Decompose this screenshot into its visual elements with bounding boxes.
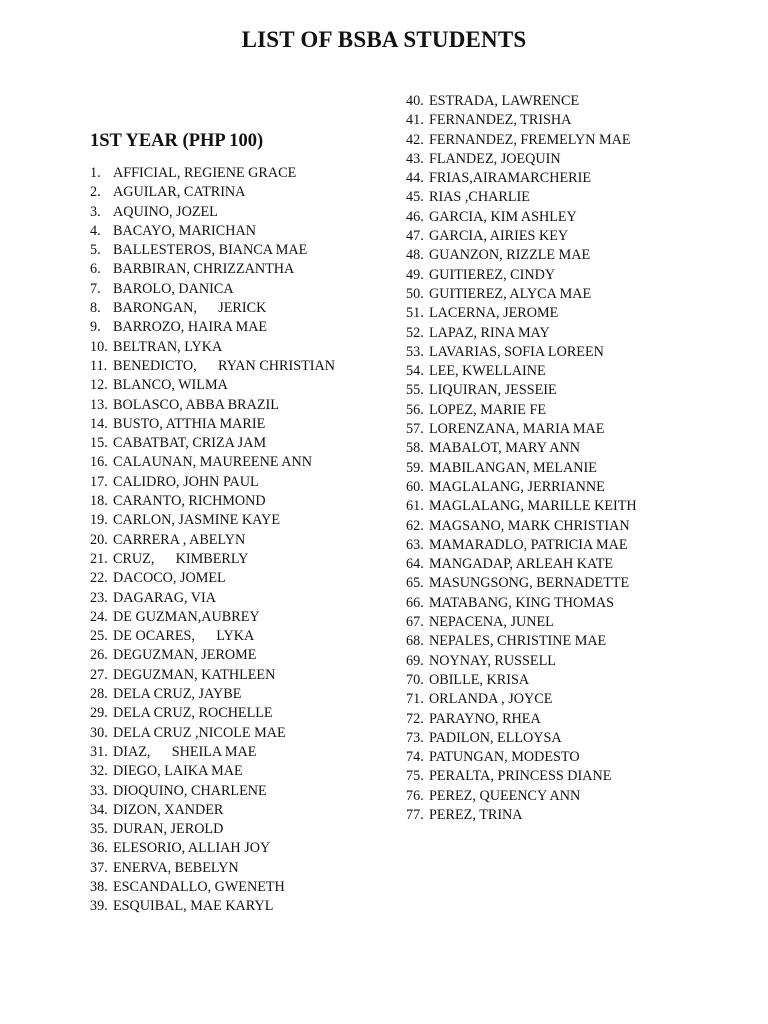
student-name: DACOCO, JOMEL bbox=[113, 570, 226, 587]
student-list-item bbox=[90, 820, 335, 839]
student-list-item bbox=[90, 608, 335, 627]
student-number: 14. bbox=[90, 415, 108, 432]
student-number: 15. bbox=[90, 435, 108, 452]
student-list-item bbox=[406, 188, 637, 207]
student-number: 36. bbox=[90, 840, 108, 857]
student-name: GUANZON, RIZZLE MAE bbox=[429, 247, 591, 264]
student-list-item bbox=[90, 434, 335, 453]
student-number: 49. bbox=[406, 266, 424, 283]
student-name: MAMARADLO, PATRICIA MAE bbox=[429, 536, 628, 553]
student-number: 68. bbox=[406, 633, 424, 650]
student-number: 45. bbox=[406, 189, 424, 206]
student-name: BALLESTEROS, BIANCA MAE bbox=[113, 242, 308, 259]
student-number: 65. bbox=[406, 575, 424, 592]
student-list-item bbox=[90, 762, 335, 781]
student-number: 40. bbox=[406, 93, 424, 109]
student-number: 61. bbox=[406, 498, 424, 515]
student-number: 11. bbox=[90, 357, 108, 374]
student-name: PADILON, ELLOYSA bbox=[429, 729, 562, 746]
student-list-item bbox=[90, 511, 335, 530]
student-list-item bbox=[90, 859, 335, 878]
student-list-item bbox=[90, 743, 335, 762]
student-name: DEGUZMAN, KATHLEEN bbox=[113, 666, 276, 683]
student-list-item bbox=[90, 222, 335, 241]
student-number: 42. bbox=[406, 131, 424, 148]
student-list-item bbox=[90, 704, 335, 723]
student-list-item bbox=[406, 478, 637, 497]
student-name: PARAYNO, RHEA bbox=[429, 710, 541, 727]
student-name: ESQUIBAL, MAE KARYL bbox=[113, 898, 274, 915]
student-list-item bbox=[406, 246, 637, 265]
student-number: 54. bbox=[406, 363, 424, 380]
student-list-item bbox=[90, 203, 335, 222]
student-list-item bbox=[406, 266, 637, 285]
student-list-item bbox=[406, 497, 637, 516]
student-number: 1. bbox=[90, 165, 101, 181]
student-list-item bbox=[406, 324, 637, 343]
student-list-item bbox=[90, 164, 335, 183]
student-number: 71. bbox=[406, 691, 424, 708]
student-name: AQUINO, JOZEL bbox=[113, 203, 218, 220]
student-number: 77. bbox=[406, 806, 424, 823]
student-list-item bbox=[406, 131, 637, 150]
student-number: 4. bbox=[90, 222, 101, 239]
student-name: DELA CRUZ, ROCHELLE bbox=[113, 705, 273, 722]
student-list-item bbox=[90, 357, 335, 376]
student-number: 21. bbox=[90, 550, 108, 567]
student-number: 22. bbox=[90, 570, 108, 587]
student-list-item bbox=[406, 632, 637, 651]
student-name: BLANCO, WILMA bbox=[113, 377, 228, 394]
student-name: GUITIEREZ, ALYCA MAE bbox=[429, 285, 592, 302]
student-name: DE OCARES, LYKA bbox=[113, 628, 255, 645]
student-list-item bbox=[90, 299, 335, 318]
student-number: 3. bbox=[90, 203, 101, 220]
student-name: DIOQUINO, CHARLENE bbox=[113, 782, 267, 799]
student-name: FERNANDEZ, TRISHA bbox=[429, 112, 572, 129]
student-number: 5. bbox=[90, 242, 101, 259]
student-number: 8. bbox=[90, 300, 101, 317]
student-list-item bbox=[406, 92, 637, 111]
student-list-item bbox=[406, 381, 637, 400]
student-name: CARANTO, RICHMOND bbox=[113, 493, 266, 510]
student-name: FLANDEZ, JOEQUIN bbox=[429, 150, 561, 167]
student-name: DIEGO, LAIKA MAE bbox=[113, 763, 243, 780]
student-number: 63. bbox=[406, 536, 424, 553]
student-number: 64. bbox=[406, 556, 424, 573]
student-list-item bbox=[90, 666, 335, 685]
student-name: ESCANDALLO, GWENETH bbox=[113, 878, 285, 895]
student-number: 51. bbox=[406, 305, 424, 322]
student-name: GARCIA, KIM ASHLEY bbox=[429, 208, 577, 225]
student-name: DIAZ, SHEILA MAE bbox=[113, 743, 257, 760]
student-name: MASUNGSONG, BERNADETTE bbox=[429, 575, 630, 592]
student-name: DEGUZMAN, JEROME bbox=[113, 647, 257, 664]
student-number: 58. bbox=[406, 440, 424, 457]
student-number: 27. bbox=[90, 666, 108, 683]
student-list-item bbox=[90, 492, 335, 511]
student-name: MABALOT, MARY ANN bbox=[429, 440, 580, 457]
student-name: LACERNA, JEROME bbox=[429, 305, 559, 322]
student-list-item bbox=[90, 839, 335, 858]
student-name: FERNANDEZ, FREMELYN MAE bbox=[429, 131, 631, 148]
student-name: BOLASCO, ABBA BRAZIL bbox=[113, 396, 279, 413]
student-name: CARLON, JASMINE KAYE bbox=[113, 512, 280, 529]
student-number: 74. bbox=[406, 749, 424, 766]
student-name: DELA CRUZ, JAYBE bbox=[113, 686, 242, 703]
student-list-item bbox=[90, 396, 335, 415]
student-number: 70. bbox=[406, 671, 424, 688]
student-name: PEREZ, QUEENCY ANN bbox=[429, 787, 581, 804]
student-name: NEPACENA, JUNEL bbox=[429, 614, 554, 631]
student-list-item bbox=[406, 304, 637, 323]
student-list-item bbox=[406, 594, 637, 613]
student-number: 44. bbox=[406, 170, 424, 187]
student-number: 53. bbox=[406, 343, 424, 360]
student-list-item bbox=[406, 439, 637, 458]
student-list-item bbox=[406, 767, 637, 786]
student-name: BUSTO, ATTHIA MARIE bbox=[113, 415, 266, 432]
student-name: PERALTA, PRINCESS DIANE bbox=[429, 768, 612, 785]
student-number: 26. bbox=[90, 647, 108, 664]
student-name: CABATBAT, CRIZA JAM bbox=[113, 435, 267, 452]
student-number: 55. bbox=[406, 382, 424, 399]
student-number: 48. bbox=[406, 247, 424, 264]
student-number: 6. bbox=[90, 261, 101, 278]
student-number: 25. bbox=[90, 628, 108, 645]
student-list-item bbox=[90, 589, 335, 608]
student-list-item bbox=[406, 613, 637, 632]
student-list-item bbox=[90, 260, 335, 279]
student-name: ENERVA, BEBELYN bbox=[113, 859, 239, 876]
student-name: ORLANDA , JOYCE bbox=[429, 691, 553, 708]
student-number: 76. bbox=[406, 787, 424, 804]
student-list-item bbox=[90, 183, 335, 202]
student-name: NEPALES, CHRISTINE MAE bbox=[429, 633, 607, 650]
student-number: 20. bbox=[90, 531, 108, 548]
student-list-item bbox=[406, 285, 637, 304]
student-list-right-column bbox=[406, 92, 637, 825]
student-number: 39. bbox=[90, 898, 108, 915]
student-number: 62. bbox=[406, 517, 424, 534]
student-list-item bbox=[90, 627, 335, 646]
student-name: MAGLALANG, JERRIANNE bbox=[429, 478, 605, 495]
student-list-item bbox=[406, 208, 637, 227]
student-list-item bbox=[90, 724, 335, 743]
student-number: 17. bbox=[90, 473, 108, 490]
section-heading: 1ST YEAR (PHP 100) bbox=[90, 131, 264, 151]
student-list-item bbox=[90, 473, 335, 492]
student-name: LAPAZ, RINA MAY bbox=[429, 324, 550, 341]
student-name: BENEDICTO, RYAN CHRISTIAN bbox=[113, 357, 336, 374]
student-name: DAGARAG, VIA bbox=[113, 589, 216, 606]
student-list-item bbox=[406, 169, 637, 188]
student-list-item bbox=[406, 787, 637, 806]
student-list-item bbox=[90, 376, 335, 395]
student-number: 19. bbox=[90, 512, 108, 529]
student-list-item bbox=[406, 362, 637, 381]
student-number: 43. bbox=[406, 150, 424, 167]
student-number: 67. bbox=[406, 614, 424, 631]
student-list-item bbox=[406, 459, 637, 478]
student-number: 52. bbox=[406, 324, 424, 341]
student-number: 46. bbox=[406, 208, 424, 225]
student-number: 31. bbox=[90, 743, 108, 760]
student-list-item bbox=[406, 710, 637, 729]
student-number: 73. bbox=[406, 729, 424, 746]
student-name: MANGADAP, ARLEAH KATE bbox=[429, 556, 614, 573]
student-number: 75. bbox=[406, 768, 424, 785]
student-number: 16. bbox=[90, 454, 108, 471]
student-name: CARRERA , ABELYN bbox=[113, 531, 246, 548]
student-list-item bbox=[90, 878, 335, 897]
student-list-item bbox=[406, 111, 637, 130]
student-name: BACAYO, MARICHAN bbox=[113, 222, 256, 239]
student-number: 2. bbox=[90, 184, 101, 201]
student-number: 57. bbox=[406, 421, 424, 438]
student-list-item bbox=[406, 748, 637, 767]
student-list-item bbox=[406, 517, 637, 536]
student-name: BAROLO, DANICA bbox=[113, 280, 234, 297]
student-name: DE GUZMAN,AUBREY bbox=[113, 608, 260, 625]
student-name: LOPEZ, MARIE FE bbox=[429, 401, 547, 418]
student-list-item bbox=[90, 280, 335, 299]
student-list-item bbox=[406, 671, 637, 690]
student-number: 30. bbox=[90, 724, 108, 741]
student-list-item bbox=[406, 343, 637, 362]
student-list-item bbox=[90, 569, 335, 588]
student-number: 32. bbox=[90, 763, 108, 780]
student-number: 12. bbox=[90, 377, 108, 394]
student-list-item bbox=[90, 415, 335, 434]
student-number: 9. bbox=[90, 319, 101, 336]
student-number: 60. bbox=[406, 478, 424, 495]
student-name: MAGSANO, MARK CHRISTIAN bbox=[429, 517, 630, 534]
student-name: MATABANG, KING THOMAS bbox=[429, 594, 615, 611]
student-name: BELTRAN, LYKA bbox=[113, 338, 223, 355]
student-list-item bbox=[406, 536, 637, 555]
student-name: FRIAS,AIRAMARCHERIE bbox=[429, 170, 591, 187]
student-list-item bbox=[90, 241, 335, 260]
student-number: 47. bbox=[406, 228, 424, 245]
student-name: ESTRADA, LAWRENCE bbox=[429, 93, 580, 109]
student-name: DIZON, XANDER bbox=[113, 801, 224, 818]
student-name: CRUZ, KIMBERLY bbox=[113, 550, 249, 567]
student-list-item bbox=[90, 801, 335, 820]
student-list-item bbox=[90, 338, 335, 357]
student-list-item bbox=[90, 685, 335, 704]
student-number: 28. bbox=[90, 686, 108, 703]
student-number: 24. bbox=[90, 608, 108, 625]
student-number: 72. bbox=[406, 710, 424, 727]
student-list-item bbox=[406, 401, 637, 420]
student-list-item bbox=[406, 574, 637, 593]
student-name: DURAN, JEROLD bbox=[113, 821, 224, 838]
student-number: 37. bbox=[90, 859, 108, 876]
student-name: GARCIA, AIRIES KEY bbox=[429, 228, 569, 245]
student-list-item bbox=[90, 531, 335, 550]
student-name: ELESORIO, ALLIAH JOY bbox=[113, 840, 271, 857]
student-name: LAVARIAS, SOFIA LOREEN bbox=[429, 343, 604, 360]
student-list-item bbox=[90, 897, 335, 916]
student-name: BARBIRAN, CHRIZZANTHA bbox=[113, 261, 295, 278]
student-list-item bbox=[406, 806, 637, 825]
student-name: OBILLE, KRISA bbox=[429, 671, 530, 688]
student-number: 29. bbox=[90, 705, 108, 722]
student-number: 10. bbox=[90, 338, 108, 355]
student-name: LORENZANA, MARIA MAE bbox=[429, 421, 605, 438]
student-number: 35. bbox=[90, 821, 108, 838]
student-name: MABILANGAN, MELANIE bbox=[429, 459, 597, 476]
student-number: 34. bbox=[90, 801, 108, 818]
student-number: 18. bbox=[90, 493, 108, 510]
student-list-item bbox=[406, 652, 637, 671]
student-number: 41. bbox=[406, 112, 424, 129]
student-number: 38. bbox=[90, 878, 108, 895]
student-list-item bbox=[90, 550, 335, 569]
student-number: 50. bbox=[406, 285, 424, 302]
student-name: LEE, KWELLAINE bbox=[429, 363, 546, 380]
student-name: AGUILAR, CATRINA bbox=[113, 184, 246, 201]
student-number: 23. bbox=[90, 589, 108, 606]
student-number: 69. bbox=[406, 652, 424, 669]
student-name: PATUNGAN, MODESTO bbox=[429, 749, 580, 766]
student-number: 33. bbox=[90, 782, 108, 799]
student-name: GUITIEREZ, CINDY bbox=[429, 266, 556, 283]
student-list-item bbox=[406, 227, 637, 246]
student-name: BARONGAN, JERICK bbox=[113, 300, 267, 317]
student-number: 66. bbox=[406, 594, 424, 611]
student-name: RIAS ,CHARLIE bbox=[429, 189, 530, 206]
student-list-item bbox=[406, 150, 637, 169]
student-list-item bbox=[90, 453, 335, 472]
student-name: BARROZO, HAIRA MAE bbox=[113, 319, 268, 336]
student-number: 59. bbox=[406, 459, 424, 476]
student-name: MAGLALANG, MARILLE KEITH bbox=[429, 498, 637, 515]
student-name: AFFICIAL, REGIENE GRACE bbox=[113, 165, 297, 181]
student-name: CALAUNAN, MAUREENE ANN bbox=[113, 454, 313, 471]
student-name: DELA CRUZ ,NICOLE MAE bbox=[113, 724, 286, 741]
student-list-item bbox=[406, 420, 637, 439]
student-number: 13. bbox=[90, 396, 108, 413]
student-list-item bbox=[90, 318, 335, 337]
student-number: 56. bbox=[406, 401, 424, 418]
student-number: 7. bbox=[90, 280, 101, 297]
student-list-item bbox=[406, 555, 637, 574]
student-list-left-column bbox=[90, 164, 335, 917]
student-name: CALIDRO, JOHN PAUL bbox=[113, 473, 259, 490]
page-title: LIST OF BSBA STUDENTS bbox=[241, 27, 527, 52]
student-list-item bbox=[406, 690, 637, 709]
student-name: LIQUIRAN, JESSEIE bbox=[429, 382, 557, 399]
student-list-item bbox=[406, 729, 637, 748]
student-name: NOYNAY, RUSSELL bbox=[429, 652, 556, 669]
student-list-item bbox=[90, 646, 335, 665]
student-name: PEREZ, TRINA bbox=[429, 806, 523, 823]
student-list-item bbox=[90, 782, 335, 801]
